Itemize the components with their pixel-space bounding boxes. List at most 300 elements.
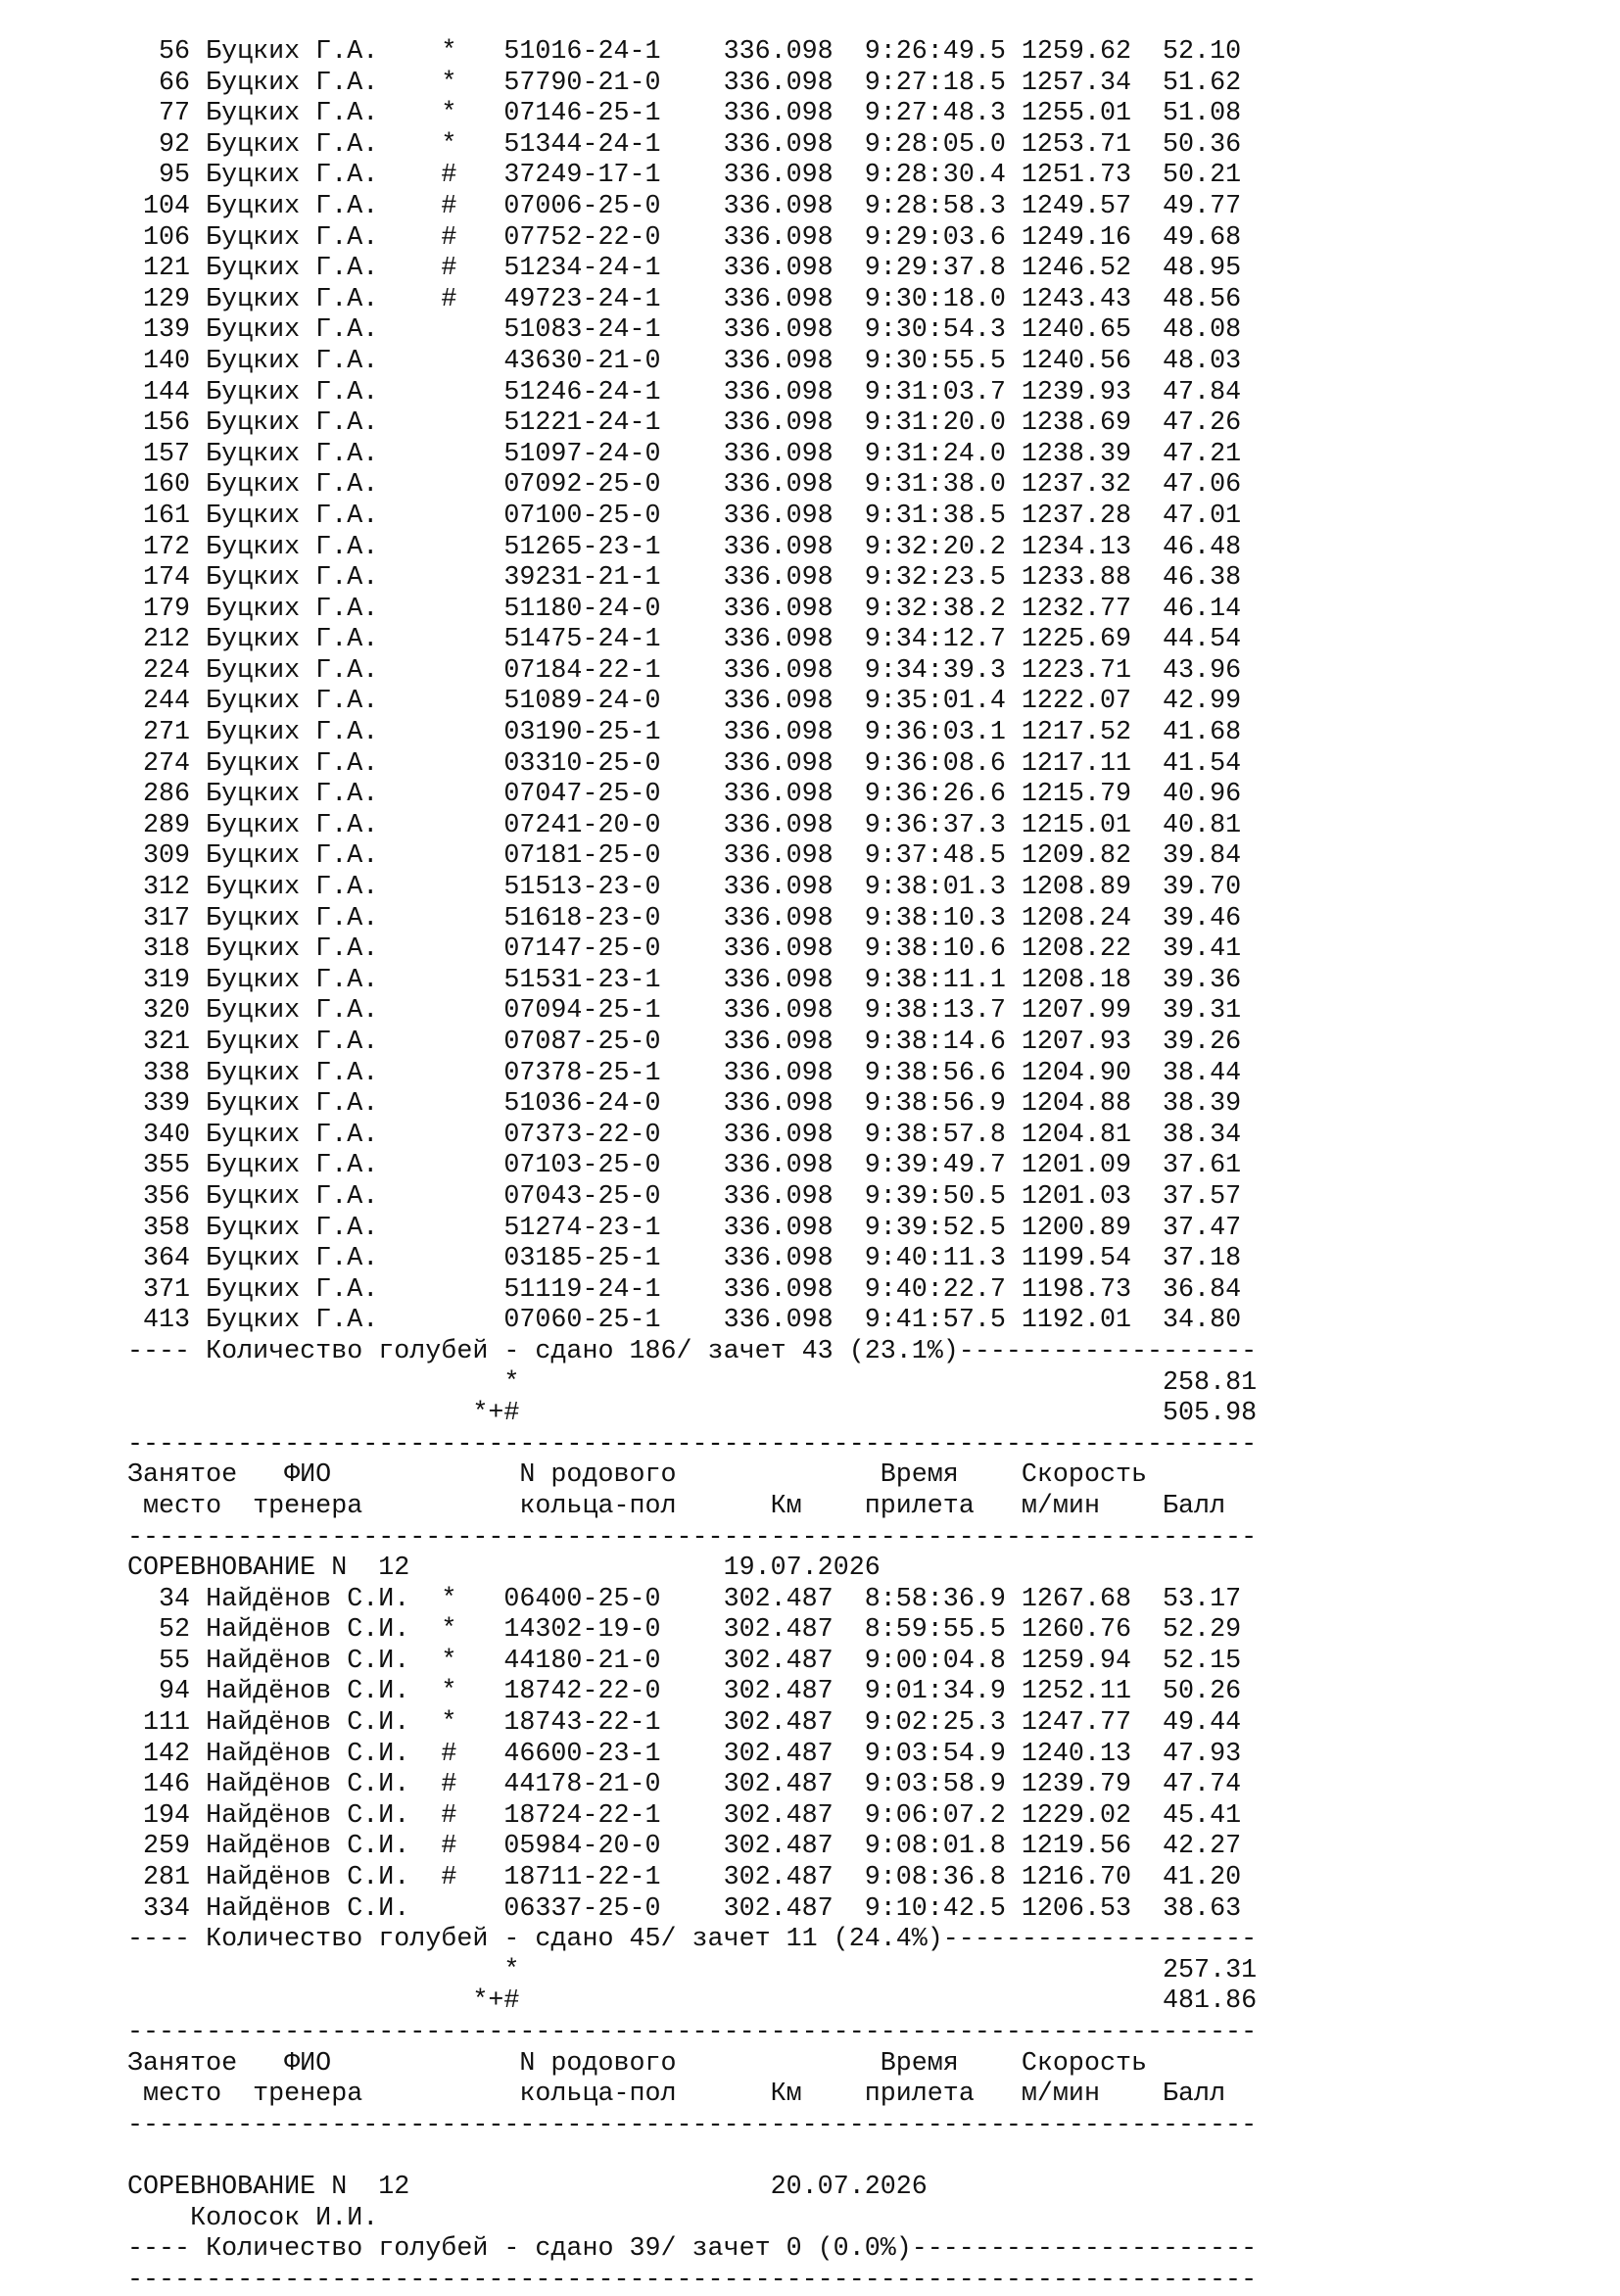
time-cell: 9:38:14.6 (864, 1028, 1006, 1057)
mark-cell (441, 1244, 456, 1273)
speed-cell: 1240.65 (1021, 315, 1131, 346)
speed-cell: 1204.90 (1021, 1058, 1131, 1088)
trainer-cell: Буцких Г.А. (206, 1213, 410, 1243)
speed-cell: 1233.88 (1021, 563, 1131, 594)
km-cell: 336.098 (723, 1120, 834, 1150)
km-cell: 336.098 (723, 748, 834, 779)
mark-cell: * (441, 1584, 457, 1614)
result-row (127, 718, 1257, 749)
ring-cell: 57790-21-0 (503, 68, 661, 98)
ring-cell: 51265-23-1 (503, 532, 661, 562)
ring-cell: 14302-19-0 (503, 1615, 661, 1646)
mark-cell: * (441, 1615, 457, 1646)
speed-cell: 1217.11 (1021, 748, 1131, 779)
place-cell: 318 (127, 934, 191, 965)
result-row (127, 1740, 1257, 1771)
mark-cell (441, 841, 456, 871)
time-cell: 9:32:20.2 (864, 532, 1006, 562)
km-cell: 336.098 (723, 1244, 834, 1274)
trainer-cell: Буцких Г.А. (206, 68, 410, 98)
ring-cell: 03185-25-1 (503, 1244, 661, 1274)
speed-cell: 1246.52 (1021, 254, 1131, 284)
trainer-cell: Буцких Г.А. (206, 903, 410, 933)
speed-cell: 1237.28 (1021, 501, 1131, 531)
mark-cell: # (441, 254, 457, 284)
header-name-2: тренера (253, 1491, 363, 1521)
km-cell: 336.098 (723, 68, 834, 98)
time-cell: 9:26:49.5 (864, 37, 1006, 67)
trainer-cell: Буцких Г.А. (206, 687, 410, 717)
section-summary (127, 1337, 1257, 1368)
header-time-2: прилета (864, 1491, 975, 1521)
mark-cell: # (441, 1863, 457, 1893)
score-cell: 39.31 (1163, 996, 1242, 1027)
header-speed: Скорость (1021, 1460, 1148, 1491)
score-cell: 37.18 (1163, 1244, 1242, 1274)
km-cell: 302.487 (723, 1739, 834, 1769)
ring-cell: 07060-25-1 (503, 1306, 661, 1336)
time-cell: 9:01:34.9 (864, 1677, 1006, 1707)
time-cell: 9:03:54.9 (864, 1739, 1006, 1769)
place-cell: 111 (127, 1708, 191, 1739)
place-cell: 319 (127, 965, 191, 995)
result-row (127, 1832, 1257, 1863)
result-row (127, 966, 1257, 997)
km-cell: 302.487 (723, 1800, 834, 1831)
place-cell: 356 (127, 1181, 191, 1212)
result-row (127, 595, 1257, 626)
time-cell: 9:27:48.3 (864, 99, 1006, 129)
speed-cell: 1247.77 (1021, 1708, 1131, 1739)
mark-cell (441, 687, 456, 716)
trainer-cell: Буцких Г.А. (206, 99, 410, 129)
km-cell: 336.098 (723, 1274, 834, 1305)
trainer-cell: Буцких Г.А. (206, 563, 410, 594)
header-place: Занятое (127, 2048, 238, 2079)
header-ring-2: кольца-пол (519, 2080, 677, 2110)
speed-cell: 1260.76 (1021, 1615, 1131, 1646)
mark-cell (441, 1028, 456, 1057)
header-time-2: прилета (864, 2080, 975, 2110)
speed-cell: 1225.69 (1021, 625, 1131, 655)
place-cell: 156 (127, 408, 191, 439)
trainer-cell: Буцких Г.А. (206, 810, 410, 840)
result-row (127, 934, 1257, 966)
score-cell: 45.41 (1163, 1800, 1242, 1831)
time-cell: 9:10:42.5 (864, 1893, 1006, 1924)
score-cell: 46.14 (1163, 594, 1242, 624)
trainer-cell: Буцких Г.А. (206, 718, 410, 748)
ring-cell: 51513-23-0 (503, 873, 661, 903)
mark-cell (441, 595, 456, 624)
ring-cell: 07100-25-0 (503, 501, 661, 531)
time-cell: 9:30:55.5 (864, 346, 1006, 376)
time-cell: 9:31:24.0 (864, 439, 1006, 469)
time-cell: 9:30:54.3 (864, 315, 1006, 346)
score-cell: 42.27 (1163, 1832, 1242, 1862)
header-name-2: тренера (253, 2080, 363, 2110)
speed-cell: 1267.68 (1021, 1584, 1131, 1614)
km-cell: 336.098 (723, 934, 834, 965)
mark-cell (441, 1151, 456, 1180)
score-cell: 47.21 (1163, 439, 1242, 469)
speed-cell: 1215.79 (1021, 780, 1131, 810)
trainer-cell: Найдёнов С.И. (206, 1863, 410, 1893)
result-row (127, 37, 1257, 69)
ring-cell: 51274-23-1 (503, 1213, 661, 1243)
ring-cell: 49723-24-1 (503, 284, 661, 314)
place-cell: 286 (127, 780, 191, 810)
score-cell: 37.57 (1163, 1181, 1242, 1212)
speed-cell: 1206.53 (1021, 1893, 1131, 1924)
time-cell: 9:38:13.7 (864, 996, 1006, 1027)
ring-cell: 07241-20-0 (503, 810, 661, 840)
mark-cell (441, 470, 456, 500)
speed-cell: 1243.43 (1021, 284, 1131, 314)
km-cell: 336.098 (723, 594, 834, 624)
result-row (127, 408, 1257, 440)
result-row (127, 904, 1257, 935)
mark-cell: * (441, 1708, 457, 1739)
trainer-cell: Буцких Г.А. (206, 532, 410, 562)
km-cell: 336.098 (723, 873, 834, 903)
time-cell: 9:28:58.3 (864, 191, 1006, 221)
trainer-cell: Буцких Г.А. (206, 346, 410, 376)
header-ring-2: кольца-пол (519, 1491, 677, 1521)
total-label: *+# (127, 1986, 520, 2017)
time-cell: 9:02:25.3 (864, 1708, 1006, 1739)
summary-text: ---- Количество голубей - сдано 186/ зачет 43 (23.1%)------------------- (127, 1336, 1258, 1366)
result-row (127, 130, 1257, 162)
speed-cell: 1199.54 (1021, 1244, 1131, 1274)
score-cell: 38.34 (1163, 1120, 1242, 1150)
total-label: *+# (127, 1399, 520, 1429)
result-row (127, 687, 1257, 718)
result-row (127, 1770, 1257, 1801)
header-time: Время (880, 2048, 959, 2079)
mark-cell (441, 625, 456, 654)
km-cell: 336.098 (723, 903, 834, 933)
ring-cell: 06400-25-0 (503, 1584, 661, 1614)
time-cell: 9:31:38.0 (864, 470, 1006, 501)
ring-cell: 44178-21-0 (503, 1770, 661, 1800)
speed-cell: 1240.13 (1021, 1739, 1131, 1769)
place-cell: 179 (127, 594, 191, 624)
km-cell: 336.098 (723, 99, 834, 129)
place-cell: 129 (127, 284, 191, 314)
km-cell: 336.098 (723, 315, 834, 346)
time-cell: 9:03:58.9 (864, 1770, 1006, 1800)
speed-cell: 1207.93 (1021, 1028, 1131, 1057)
km-cell: 336.098 (723, 129, 834, 160)
place-cell: 106 (127, 222, 191, 253)
ring-cell: 51234-24-1 (503, 254, 661, 284)
place-cell: 52 (127, 1615, 191, 1646)
total-row (127, 1368, 1257, 1400)
score-cell: 38.44 (1163, 1058, 1242, 1088)
header-km: Км (770, 1491, 802, 1521)
trainer-cell: Найдёнов С.И. (206, 1893, 410, 1924)
mark-cell (441, 780, 456, 809)
ring-cell: 18743-22-1 (503, 1708, 661, 1739)
header-km: Км (770, 2080, 802, 2110)
trainer-cell: Найдёнов С.И. (206, 1584, 410, 1614)
trainer-name (127, 2204, 1257, 2235)
result-row (127, 1708, 1257, 1740)
result-row (127, 99, 1257, 130)
result-row (127, 1151, 1257, 1182)
trainer-cell: Буцких Г.А. (206, 377, 410, 407)
mark-cell (441, 440, 456, 469)
mark-cell (441, 533, 456, 562)
speed-cell: 1240.56 (1021, 346, 1131, 376)
km-cell: 336.098 (723, 1306, 834, 1336)
result-row (127, 1121, 1257, 1152)
column-header-bottom (127, 2080, 1257, 2111)
speed-cell: 1238.69 (1021, 408, 1131, 439)
place-cell: 104 (127, 191, 191, 221)
score-cell: 44.54 (1163, 625, 1242, 655)
result-row (127, 749, 1257, 781)
speed-cell: 1216.70 (1021, 1863, 1131, 1893)
header-speed-2: м/мин (1021, 2080, 1100, 2110)
score-cell: 41.20 (1163, 1863, 1242, 1893)
trainer-cell: Буцких Г.А. (206, 1274, 410, 1305)
ring-cell: 51097-24-0 (503, 439, 661, 469)
trainer-cell: Буцких Г.А. (206, 780, 410, 810)
place-cell: 355 (127, 1151, 191, 1181)
trainer-cell: Найдёнов С.И. (206, 1646, 410, 1676)
score-cell: 37.47 (1163, 1213, 1242, 1243)
speed-cell: 1204.81 (1021, 1120, 1131, 1150)
ring-cell: 51036-24-0 (503, 1089, 661, 1120)
km-cell: 336.098 (723, 408, 834, 439)
trainer-cell: Буцких Г.А. (206, 439, 410, 469)
place-cell: 92 (127, 129, 191, 160)
ring-cell: 51221-24-1 (503, 408, 661, 439)
speed-cell: 1239.79 (1021, 1770, 1131, 1800)
trainer-cell: Буцких Г.А. (206, 934, 410, 965)
km-cell: 336.098 (723, 161, 834, 191)
header-ring: N родового (519, 1460, 677, 1491)
ring-cell: 07184-22-1 (503, 655, 661, 686)
place-cell: 194 (127, 1800, 191, 1831)
header-name: ФИО (284, 2048, 332, 2079)
result-row (127, 161, 1257, 192)
ring-cell: 18711-22-1 (503, 1863, 661, 1893)
speed-cell: 1259.62 (1021, 37, 1131, 67)
result-row (127, 1615, 1257, 1647)
trainer-cell: Буцких Г.А. (206, 191, 410, 221)
score-cell: 47.26 (1163, 408, 1242, 439)
place-cell: 371 (127, 1274, 191, 1305)
mark-cell (441, 347, 456, 376)
ring-cell: 07181-25-0 (503, 841, 661, 872)
result-row (127, 315, 1257, 347)
ring-cell: 07006-25-0 (503, 191, 661, 221)
divider: ------------------------------------------------------------------------ (127, 1429, 1258, 1459)
result-row (127, 502, 1257, 533)
score-cell: 47.01 (1163, 501, 1242, 531)
time-cell: 9:31:20.0 (864, 408, 1006, 439)
km-cell: 336.098 (723, 501, 834, 531)
speed-cell: 1208.22 (1021, 934, 1131, 965)
score-cell: 47.93 (1163, 1739, 1242, 1769)
header-place-2: место (143, 1491, 222, 1521)
result-row (127, 1089, 1257, 1121)
km-cell: 336.098 (723, 996, 834, 1027)
mark-cell (441, 1214, 456, 1243)
mark-cell: # (441, 1770, 457, 1800)
km-cell: 302.487 (723, 1770, 834, 1800)
trainer-only: Колосок И.И. (190, 2203, 379, 2233)
ring-cell: 51016-24-1 (503, 37, 661, 67)
ring-cell: 51531-23-1 (503, 965, 661, 995)
trainer-cell: Буцких Г.А. (206, 1151, 410, 1181)
ring-cell: 51475-24-1 (503, 625, 661, 655)
section-summary (127, 2234, 1257, 2266)
competition-number: СОРЕВНОВАНИЕ N 12 (127, 1554, 410, 1584)
mark-cell: # (441, 1800, 457, 1831)
score-cell: 37.61 (1163, 1151, 1242, 1181)
place-cell: 413 (127, 1306, 191, 1336)
ring-cell: 07752-22-0 (503, 222, 661, 253)
score-cell: 40.96 (1163, 780, 1242, 810)
mark-cell: # (441, 1832, 457, 1862)
mark-cell (441, 934, 456, 964)
ring-cell: 51344-24-1 (503, 129, 661, 160)
km-cell: 302.487 (723, 1863, 834, 1893)
place-cell: 55 (127, 1646, 191, 1676)
place-cell: 317 (127, 903, 191, 933)
mark-cell (441, 749, 456, 779)
score-cell: 42.99 (1163, 687, 1242, 717)
trainer-cell: Буцких Г.А. (206, 841, 410, 872)
total-value: 481.86 (519, 1986, 1258, 2017)
place-cell: 140 (127, 346, 191, 376)
mark-cell: * (441, 37, 457, 67)
result-row (127, 223, 1257, 255)
speed-cell: 1239.93 (1021, 377, 1131, 407)
ring-cell: 03190-25-1 (503, 718, 661, 748)
time-cell: 9:08:36.8 (864, 1863, 1006, 1893)
speed-cell: 1251.73 (1021, 161, 1131, 191)
time-cell: 9:31:03.7 (864, 377, 1006, 407)
km-cell: 336.098 (723, 222, 834, 253)
score-cell: 50.26 (1163, 1677, 1242, 1707)
time-cell: 9:35:01.4 (864, 687, 1006, 717)
mark-cell (441, 656, 456, 686)
time-cell: 9:41:57.5 (864, 1306, 1006, 1336)
ring-cell: 07092-25-0 (503, 470, 661, 501)
time-cell: 9:38:57.8 (864, 1120, 1006, 1150)
mark-cell: # (441, 284, 457, 314)
trainer-cell: Буцких Г.А. (206, 284, 410, 314)
km-cell: 336.098 (723, 532, 834, 562)
score-cell: 48.08 (1163, 315, 1242, 346)
time-cell: 9:28:05.0 (864, 129, 1006, 160)
mark-cell: * (441, 1677, 457, 1707)
score-cell: 52.15 (1163, 1646, 1242, 1676)
km-cell: 336.098 (723, 1058, 834, 1088)
ring-cell: 18742-22-0 (503, 1677, 661, 1707)
mark-cell (441, 1089, 456, 1119)
speed-cell: 1257.34 (1021, 68, 1131, 98)
score-cell: 52.10 (1163, 37, 1242, 67)
total-label: * (127, 1367, 520, 1398)
mark-cell (441, 996, 456, 1026)
speed-cell: 1255.01 (1021, 99, 1131, 129)
result-row (127, 254, 1257, 285)
trainer-cell: Буцких Г.А. (206, 501, 410, 531)
header-time: Время (880, 1460, 959, 1491)
score-cell: 46.38 (1163, 563, 1242, 594)
km-cell: 336.098 (723, 655, 834, 686)
mark-cell (441, 1275, 456, 1305)
trainer-cell: Найдёнов С.И. (206, 1739, 410, 1769)
ring-cell: 39231-21-1 (503, 563, 661, 594)
mark-cell: * (441, 129, 457, 160)
time-cell: 9:36:03.1 (864, 718, 1006, 748)
speed-cell: 1204.88 (1021, 1089, 1131, 1120)
divider: ------------------------------------------------------------------------ (127, 2110, 1258, 2140)
speed-cell: 1201.09 (1021, 1151, 1131, 1181)
trainer-cell: Буцких Г.А. (206, 1120, 410, 1150)
ring-cell: 43630-21-0 (503, 346, 661, 376)
result-row (127, 1801, 1257, 1833)
km-cell: 336.098 (723, 965, 834, 995)
trainer-cell: Буцких Г.А. (206, 1058, 410, 1088)
score-cell: 39.26 (1163, 1028, 1242, 1057)
mark-cell: # (441, 161, 457, 191)
trainer-cell: Найдёнов С.И. (206, 1677, 410, 1707)
place-cell: 312 (127, 873, 191, 903)
km-cell: 336.098 (723, 718, 834, 748)
speed-cell: 1201.03 (1021, 1181, 1131, 1212)
mark-cell: * (441, 99, 457, 129)
place-cell: 320 (127, 996, 191, 1027)
ring-cell: 51119-24-1 (503, 1274, 661, 1305)
place-cell: 274 (127, 748, 191, 779)
score-cell: 38.63 (1163, 1893, 1242, 1924)
result-row (127, 1677, 1257, 1708)
trainer-cell: Буцких Г.А. (206, 408, 410, 439)
trainer-cell: Буцких Г.А. (206, 655, 410, 686)
header-score: Балл (1163, 2080, 1226, 2110)
place-cell: 157 (127, 439, 191, 469)
place-cell: 160 (127, 470, 191, 501)
time-cell: 9:34:12.7 (864, 625, 1006, 655)
trainer-cell: Найдёнов С.И. (206, 1770, 410, 1800)
mark-cell (441, 1182, 456, 1212)
speed-cell: 1208.89 (1021, 873, 1131, 903)
trainer-cell: Буцких Г.А. (206, 129, 410, 160)
km-cell: 336.098 (723, 687, 834, 717)
time-cell: 9:29:37.8 (864, 254, 1006, 284)
score-cell: 48.03 (1163, 346, 1242, 376)
competition-date: 19.07.2026 (723, 1554, 881, 1584)
column-header-top (127, 1460, 1257, 1492)
score-cell: 43.96 (1163, 655, 1242, 686)
place-cell: 340 (127, 1120, 191, 1150)
trainer-cell: Буцких Г.А. (206, 222, 410, 253)
time-cell: 9:40:11.3 (864, 1244, 1006, 1274)
score-cell: 48.56 (1163, 284, 1242, 314)
trainer-cell: Буцких Г.А. (206, 161, 410, 191)
score-cell: 39.46 (1163, 903, 1242, 933)
header-score: Балл (1163, 1491, 1226, 1521)
result-row (127, 1585, 1257, 1616)
